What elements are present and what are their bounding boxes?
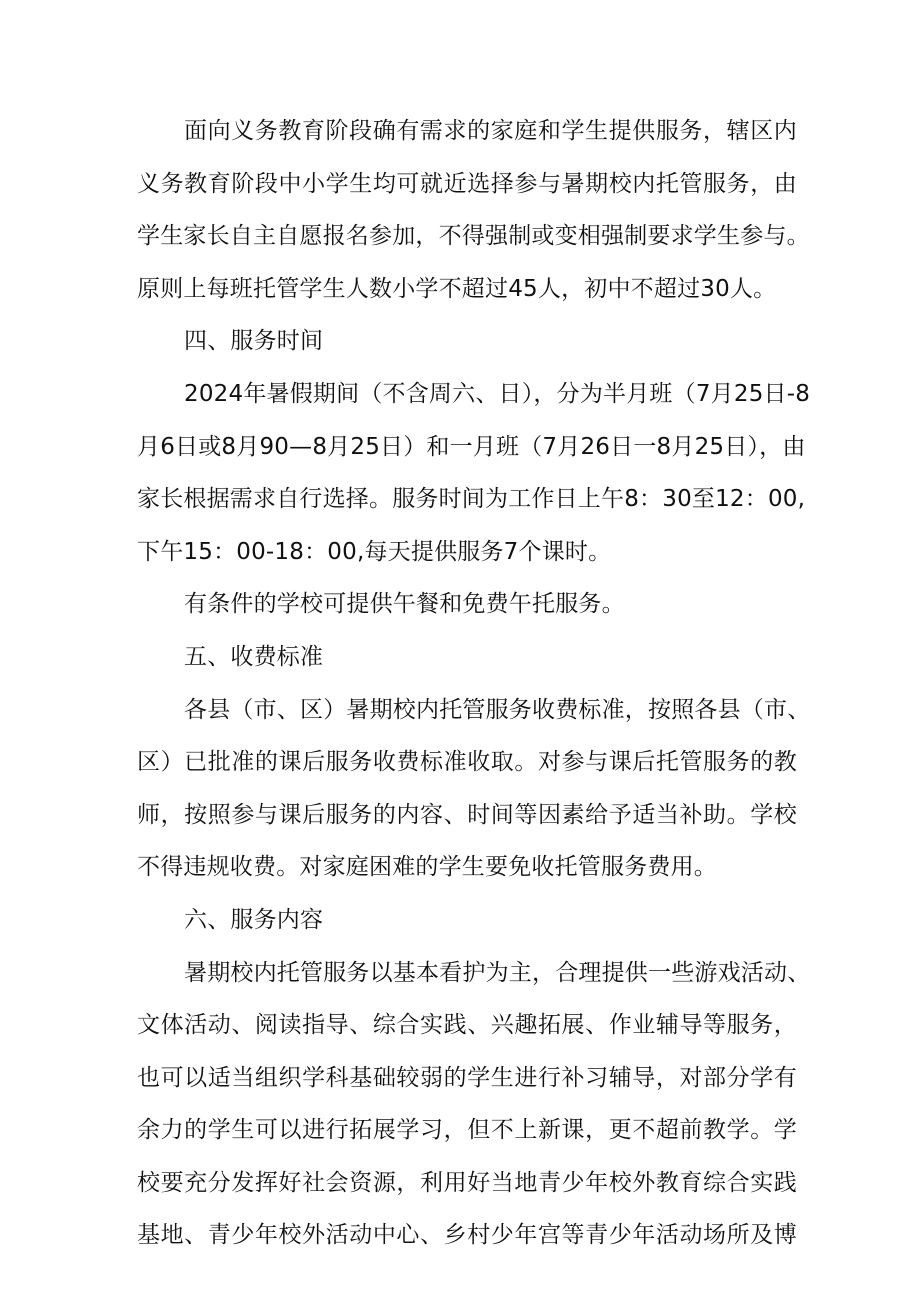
paragraph-line: 暑期校内托管服务以基本看护为主，合理提供一些游戏活动、 — [184, 959, 811, 986]
section-heading-fee-standard: 五、收费标准 — [184, 643, 324, 670]
paragraph-line: 义务教育阶段中小学生均可就近选择参与暑期校内托管服务，由 — [137, 170, 797, 197]
paragraph-line: 校要充分发挥好社会资源，利用好当地青少年校外教育综合实践 — [137, 1169, 797, 1196]
paragraph-line: 下午15：00-18：00,每天提供服务7个课时。 — [137, 538, 612, 565]
paragraph-line: 余力的学生可以进行拓展学习，但不上新课，更不超前教学。学 — [137, 1117, 797, 1144]
paragraph-line: 也可以适当组织学科基础较弱的学生进行补习辅导，对部分学有 — [137, 1064, 797, 1091]
paragraph-line: 2024年暑假期间（不含周六、日），分为半月班（7月25日-8 — [184, 380, 811, 407]
paragraph-line: 面向义务教育阶段确有需求的家庭和学生提供服务，辖区内 — [184, 118, 797, 144]
section-heading-service-content: 六、服务内容 — [184, 906, 324, 933]
paragraph-line: 月6日或8月90—8月25日）和一月班（7月26日一8月25日），由 — [137, 433, 806, 460]
paragraph-line: 文体活动、阅读指导、综合实践、兴趣拓展、作业辅导等服务， — [137, 1012, 797, 1039]
paragraph-line: 区）已批准的课后服务收费标准收取。对参与课后托管服务的教 — [137, 749, 797, 776]
section-heading-service-time: 四、服务时间 — [184, 328, 324, 355]
paragraph-line: 有条件的学校可提供午餐和免费午托服务。 — [184, 591, 625, 618]
paragraph-line: 学生家长自主自愿报名参加，不得强制或变相强制要求学生参与。 — [137, 223, 810, 250]
paragraph-line: 家长根据需求自行选择。服务时间为工作日上午8：30至12：00, — [137, 486, 806, 513]
document-body — [137, 110, 811, 1267]
paragraph-line: 原则上每班托管学生人数小学不超过45人，初中不超过30人。 — [137, 275, 777, 302]
paragraph-line: 不得违规收费。对家庭困难的学生要免收托管服务费用。 — [137, 854, 717, 881]
paragraph-line: 基地、青少年校外活动中心、乡村少年宫等青少年活动场所及博 — [137, 1222, 797, 1249]
paragraph-line: 各县（市、区）暑期校内托管服务收费标准，按照各县（市、 — [184, 696, 811, 723]
paragraph-line: 师，按照参与课后服务的内容、时间等因素给予适当补助。学校 — [137, 801, 797, 828]
